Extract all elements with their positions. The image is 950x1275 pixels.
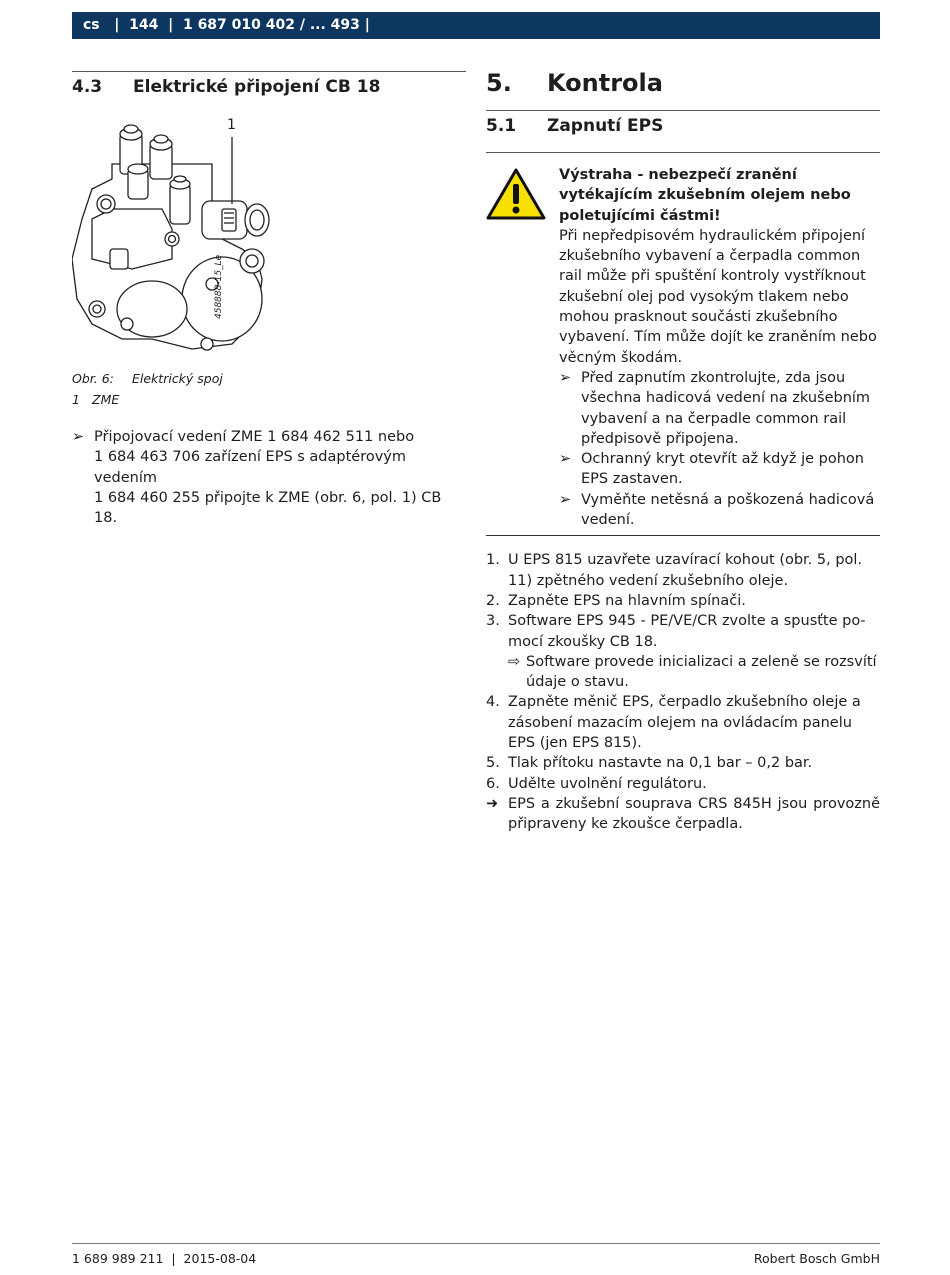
- right-column: [486, 64, 880, 835]
- step-number: 1.: [486, 552, 500, 569]
- warning-bullet: [559, 449, 880, 490]
- step-number: 3.: [486, 613, 500, 630]
- warning-bullet: [559, 368, 880, 449]
- legend-number: 1: [72, 392, 80, 407]
- step-text: Udělte uvolnění regulátoru.: [508, 775, 707, 792]
- step-number: 4.: [486, 694, 500, 711]
- step-text: Tlak přítoku nastavte na 0,1 bar – 0,2 bar.: [508, 755, 813, 772]
- section-heading-5-1: [486, 116, 880, 136]
- step-item: [486, 611, 880, 652]
- bullet-line: 1 684 460 255 připojte k ZME (obr. 6, pol. 1) CB 18.: [94, 489, 442, 527]
- left-column: [72, 71, 466, 528]
- caption-text: Elektrický spoj: [132, 371, 223, 386]
- warning-text: [559, 165, 880, 530]
- step-item: [486, 591, 880, 611]
- procedure-steps: [486, 550, 880, 834]
- footer-company: Robert Bosch GmbH: [753, 1251, 880, 1266]
- instruction-bullet: [72, 427, 466, 528]
- step-item: [486, 550, 880, 591]
- section-heading-4-3: [72, 77, 466, 97]
- step-text: Zapněte EPS na hlavním spínači.: [508, 592, 746, 609]
- footer-doc-info: 1 689 989 211 | 2015-08-04: [72, 1251, 257, 1266]
- figure-callout: 1: [227, 117, 236, 133]
- step-item: [486, 753, 880, 773]
- step-text: Software EPS 945 - PE/VE/CR zvolte a spusťte pomocí zkoušky CB 18.: [508, 613, 866, 650]
- step-number: 5.: [486, 755, 500, 772]
- pump-drawing: [72, 109, 282, 359]
- warning-box: [486, 160, 880, 536]
- figure-caption: [72, 371, 466, 386]
- section-number: 4.3: [72, 77, 103, 97]
- bullet-line: Připojovací vedení ZME 1 684 462 511 nebo: [94, 429, 415, 445]
- warning-top-rule: [486, 152, 880, 153]
- step-text: Zapněte měnič EPS, čerpadlo zkušebního oleje a zásobení mazacím olejem na ovládacím panelu EPS (jen EPS 815).: [508, 694, 861, 752]
- step-item: [486, 774, 880, 794]
- step-result: [486, 652, 880, 693]
- result-arrow-icon: ⇨: [508, 653, 521, 670]
- step-text: U EPS 815 uzavřete uzavírací kohout (obr. 5, pol. 11) zpětného vedení zkušebního oleje.: [508, 552, 863, 589]
- caption-label: Obr. 6:: [72, 371, 114, 386]
- bullet-arrow-icon: ➢: [559, 451, 572, 468]
- figure-code: 458888-15_Le: [214, 254, 224, 319]
- step-result-text: Software provede inicializaci a zeleně se rozsvítí údaje o stavu.: [526, 653, 877, 691]
- step-number: 2.: [486, 592, 500, 609]
- final-result-text: EPS a zkušební souprava CRS 845H jsou provozně připraveny ke zkoušce čerpadla.: [508, 795, 880, 833]
- warning-triangle-icon: [486, 165, 559, 530]
- warning-bullet-text: Ochranný kryt otevřít až když je pohon EPS zastaven.: [581, 451, 864, 488]
- bullet-arrow-icon: ➢: [72, 429, 85, 445]
- chapter-title: Kontrola: [547, 69, 663, 97]
- page-header: cs | 144 | 1 687 010 402 / ... 493 |: [72, 12, 880, 39]
- section-title: Zapnutí EPS: [547, 116, 664, 136]
- section-title: Elektrické připojení CB 18: [133, 77, 381, 97]
- final-result: [486, 794, 880, 835]
- bullet-text: [94, 427, 466, 528]
- figure-legend: [72, 392, 466, 407]
- warning-bullet-text: Vyměňte netěsná a poškozená hadicová vedení.: [581, 491, 875, 529]
- section-rule: [72, 71, 466, 72]
- warning-title: Výstraha - nebezpečí zranění vytékajícím zkušebním olejem nebo poletujícími částmi!: [559, 167, 851, 224]
- warning: [486, 160, 880, 530]
- step-item: [486, 692, 880, 753]
- section-rule: [486, 110, 880, 111]
- warning-bullet: [559, 490, 880, 531]
- warning-bullet-text: Před zapnutím zkontrolujte, zda jsou všechna hadicová vedení na zkušebním vybavení a na čerpadle common rail předpisově připojena.: [581, 369, 871, 447]
- bullet-line: 1 684 463 706 zařízení EPS s adaptérovým vedením: [94, 449, 407, 486]
- step-number: 6.: [486, 775, 500, 792]
- legend-text: ZME: [92, 392, 120, 407]
- pump-figure: [72, 109, 282, 359]
- footer-rule: [72, 1243, 880, 1244]
- warning-body: Při nepředpisovém hydraulickém připojení zkušebního vybavení a čerpadla common rail může při spuštění kontroly vystříknout zkušební olej pod vysokým tlakem nebo mohou prasknout součásti zkušebního vybavení. Tím může dojít ke zraněním nebo věcným škodám.: [559, 227, 877, 366]
- chapter-heading: [486, 68, 880, 98]
- chapter-number: 5.: [486, 69, 512, 97]
- section-number: 5.1: [486, 116, 517, 136]
- bullet-arrow-icon: ➢: [559, 491, 572, 508]
- bullet-arrow-icon: ➢: [559, 369, 572, 386]
- final-arrow-icon: ➜: [486, 795, 499, 812]
